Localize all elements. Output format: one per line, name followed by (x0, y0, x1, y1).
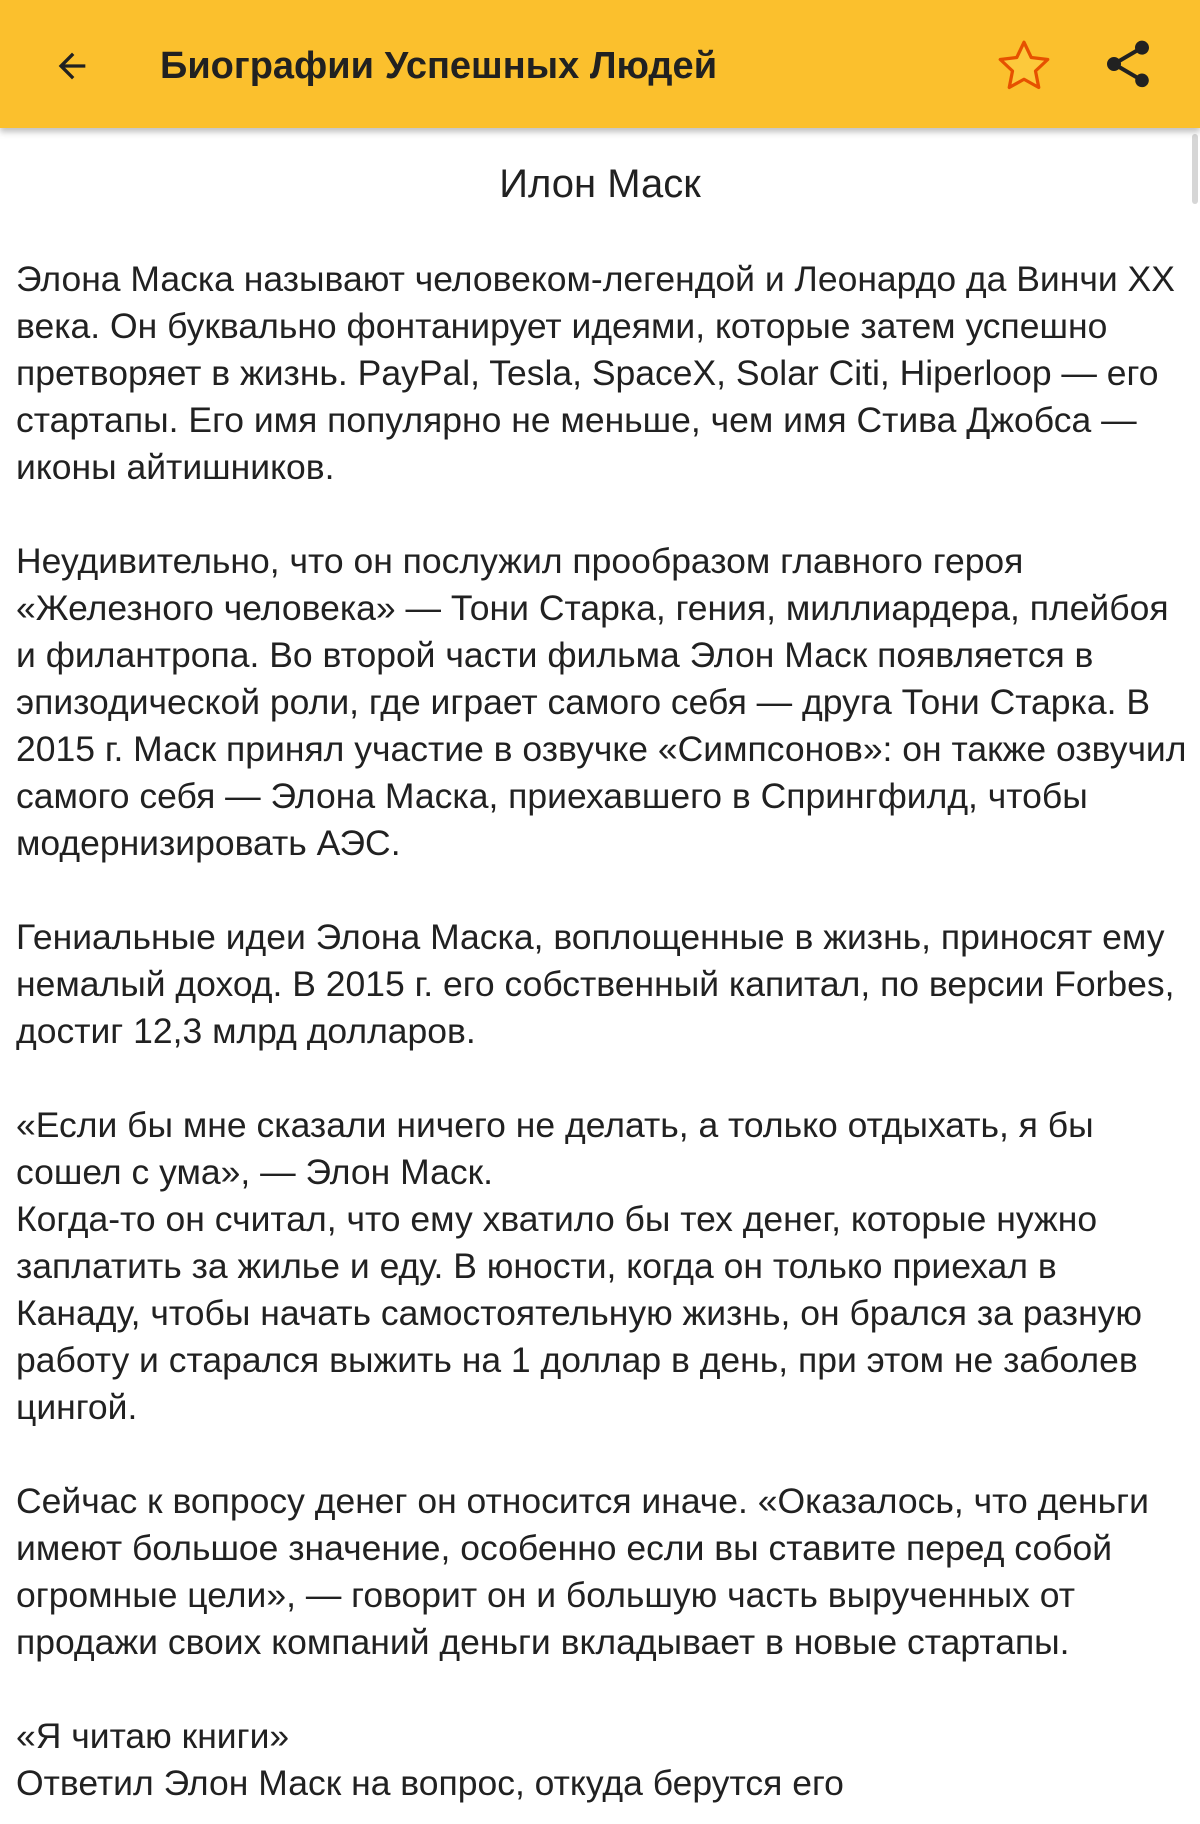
app-bar (0, 0, 1200, 128)
article-quote: «Если бы мне сказали ничего не делать, а только отдыхать, я бы сошел с ума», — Элон Маск. (16, 1105, 1094, 1192)
back-button[interactable] (40, 34, 104, 98)
article-paragraph: Элона Маска называют человеком-легендой и Леонардо да Винчи XX века. Он буквально фонтанирует идеями, которые затем успешно претворяет в жизнь. PayPal, Tesla, SpaceX, Solar Citi, Hiperloop — его стартапы. Его имя популярно не меньше, чем имя Стива Джобса — иконы айтишников. (16, 259, 1175, 487)
article-paragraph: Когда-то он считал, что ему хватило бы тех денег, которые нужно заплатить за жилье и еду. В юности, когда он только приехал в Канаду, чтобы начать самостоятельную жизнь, он брался за разную работу и старался выжить на 1 доллар в день, при этом не заболев цингой. (16, 1199, 1143, 1427)
article-paragraph: Неудивительно, что он послужил прообразом главного героя «Железного человека» — Тони Старка, гения, миллиардера, плейбоя и филантропа. Во второй части фильма Элон Маск появляется в эпизодической роли, где играет самого себя — друга Тони Старка. В 2015 г. Маск принял участие в озвучке «Симпсонов»: он также озвучил самого себя — Элона Маска, приехавшего в Спрингфилд, чтобы модернизировать АЭС. (16, 541, 1187, 863)
favorite-button[interactable] (990, 32, 1058, 100)
article-paragraph: Сейчас к вопросу денег он относится иначе. «Оказалось, что деньги имеют большое значение, особенно если вы ставите перед собой огромные цели», — говорит он и большую часть вырученных от продажи своих компаний деньги вкладывает в новые стартапы. (16, 1481, 1149, 1662)
article-paragraph: Ответил Элон Маск на вопрос, откуда берутся его (16, 1763, 844, 1803)
star-icon (994, 36, 1054, 96)
article-scroll-view[interactable] (0, 128, 1200, 1824)
scrollbar[interactable] (1192, 134, 1198, 204)
share-icon (1100, 36, 1156, 92)
article-title: Илон Маск (499, 162, 701, 206)
app-title: Биографии Успешных Людей (160, 45, 718, 87)
share-button[interactable] (1096, 32, 1160, 96)
article-paragraph: Гениальные идеи Элона Маска, воплощенные в жизнь, приносят ему немалый доход. В 2015 г. его собственный капитал, по версии Forbes, достиг 12,3 млрд долларов. (16, 917, 1175, 1051)
article-quote: «Я читаю книги» (16, 1716, 290, 1756)
article-body (16, 256, 1188, 1824)
arrow-back-icon (52, 46, 92, 86)
